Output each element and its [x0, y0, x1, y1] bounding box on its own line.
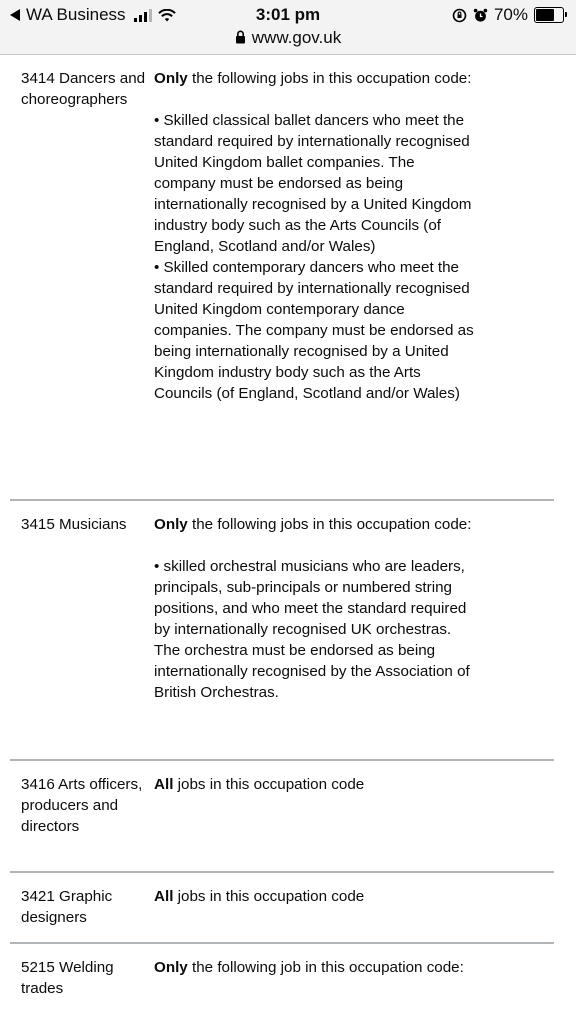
address-bar[interactable]: [0, 28, 576, 48]
occupation-description: [154, 957, 474, 978]
lock-icon: [235, 30, 246, 44]
qualifier: All: [154, 776, 174, 793]
orientation-lock-icon: [452, 8, 467, 23]
occupation-table: [0, 55, 576, 1034]
occupation-description: [154, 514, 474, 703]
occupation-description: [154, 68, 474, 404]
table-row: [10, 873, 554, 944]
job-item: • Skilled contemporary dancers who meet the standard required by internationally recognised United Kingdom contemporary dance companies. The company must be endorsed as being internationally recognised by a United Kingdom industry body such as the Arts Councils (of England, Scotland and/or Wales): [154, 259, 474, 402]
back-app-label: WA Business: [26, 5, 126, 24]
status-bar: [0, 0, 576, 55]
qualifier: Only: [154, 516, 188, 533]
occupation-code: 3415 Musicians: [21, 516, 127, 533]
table-row: [10, 761, 554, 873]
battery-percent: 70%: [493, 5, 528, 24]
battery-icon: [534, 7, 564, 23]
qualifier: Only: [154, 70, 188, 87]
occupation-description: [154, 774, 474, 795]
clock: 3:01 pm: [255, 5, 321, 24]
lead-text: jobs in this occupation code: [173, 776, 365, 793]
lead-text: the following jobs in this occupation code:: [187, 70, 472, 87]
table-row: [10, 944, 554, 1034]
occupation-code: 3416 Arts officers, producers and directors: [21, 776, 143, 835]
occupation-code: 3421 Graphic designers: [21, 888, 113, 926]
job-item: • Skilled classical ballet dancers who meet the standard required by internationally recognised United Kingdom ballet companies. The company must be endorsed as being internationally recognised by a United Kingdom industry body such as the Arts Councils (of England, Scotland and/or Wales): [154, 112, 472, 255]
lead-text: jobs in this occupation code: [173, 888, 365, 905]
lead-text: the following job in this occupation code:: [187, 959, 464, 976]
qualifier: All: [154, 888, 174, 905]
table-row: [10, 501, 554, 761]
url-text: www.gov.uk: [251, 28, 342, 47]
lead-text: the following jobs in this occupation code:: [187, 516, 472, 533]
table-row: [10, 55, 554, 501]
occupation-description: [154, 886, 474, 907]
occupation-code: 5215 Welding trades: [21, 959, 114, 997]
qualifier: Only: [154, 959, 188, 976]
occupation-code: 3414 Dancers and choreographers: [21, 70, 146, 108]
alarm-icon: [473, 8, 488, 23]
job-item: • skilled orchestral musicians who are leaders, principals, sub-principals or numbered string positions, and who meet the standard required by internationally recognised UK orchestras. The orchestra must be endorsed as being internationally recognised by the Association of British Orchestras.: [154, 558, 470, 701]
